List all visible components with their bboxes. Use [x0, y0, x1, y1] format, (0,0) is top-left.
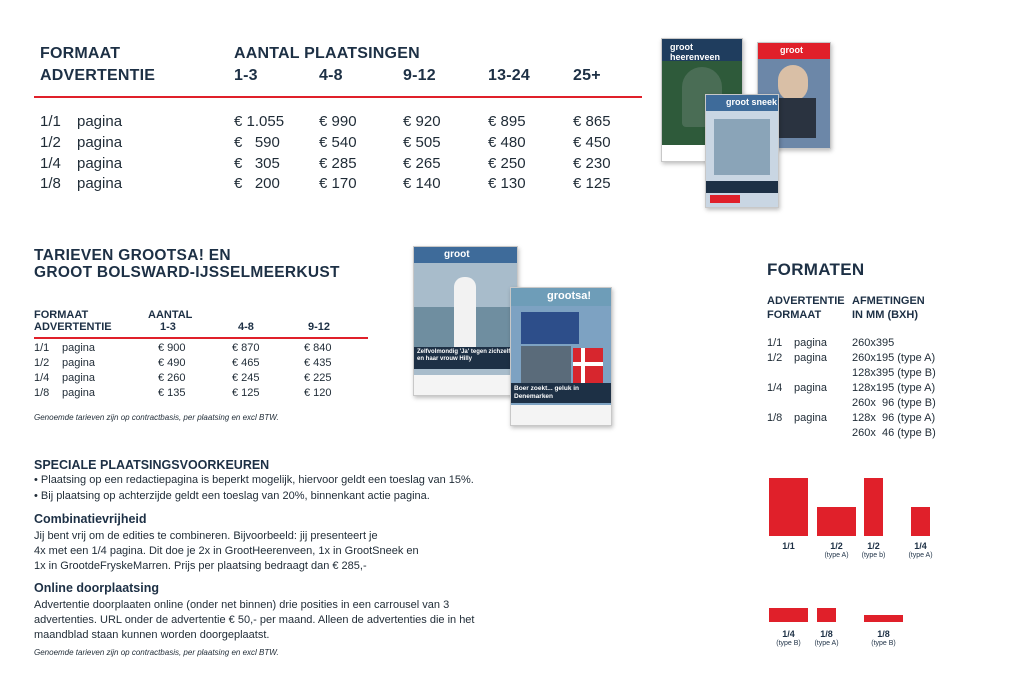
size-label: 1/4 (type B)	[776, 629, 801, 647]
size-label: 1/4 (type A)	[908, 541, 933, 559]
speciale-title: SPECIALE PLAATSINGSVOORKEUREN	[34, 458, 270, 472]
t2-row-size: 1/2	[34, 357, 50, 369]
fmt-size: 1/4	[767, 382, 783, 394]
t2-row-size: 1/1	[34, 342, 50, 354]
t2-price-cell: € 840	[304, 342, 332, 354]
speciale-line: • Bij plaatsing op achterzijde geldt een toeslag van 20%, binnenkant actie pagina.	[34, 490, 430, 502]
price-cell: € 200	[234, 175, 280, 192]
formaten-header-left: ADVERTENTIE	[767, 295, 845, 307]
price-cell: € 590	[234, 134, 280, 151]
t2-price-cell: € 435	[304, 357, 332, 369]
price-cell: € 130	[488, 175, 526, 192]
fmt-dims: 260x395	[852, 337, 895, 349]
speciale-line: • Plaatsing op een redactiepagina is beperkt mogelijk, hiervoor geldt een toeslag van 15%.	[34, 474, 474, 486]
combinatie-line: Jij bent vrij om de edities te combineren. Bijvoorbeeld: jij presenteert je	[34, 530, 378, 542]
price-cell: € 505	[403, 134, 441, 151]
t2-header-advertentie: ADVERTENTIE	[34, 321, 112, 333]
row-size: 1/1	[40, 113, 61, 130]
col-header: 1-3	[234, 67, 258, 84]
t2-header-aantal: AANTAL	[148, 309, 193, 321]
size-block-1-4-type-b	[769, 608, 808, 622]
t2-row-unit: pagina	[62, 342, 96, 354]
t2-row-unit: pagina	[62, 357, 96, 369]
row-unit: pagina	[77, 175, 123, 192]
col-header: 25+	[573, 67, 601, 84]
price-cell: € 230	[573, 155, 611, 172]
t2-row-size: 1/4	[34, 372, 50, 384]
t2-divider	[34, 337, 368, 339]
t2-header-formaat: FORMAAT	[34, 309, 89, 321]
size-block-1-8-type-a	[817, 608, 836, 622]
price-cell: € 170	[319, 175, 357, 192]
t2-note: Genoemde tarieven zijn op contractbasis, per plaatsing en excl BTW.	[34, 413, 279, 422]
formaten-header-right: AFMETINGEN	[852, 295, 925, 307]
fmt-unit: pagina	[794, 412, 828, 424]
price-cell: € 540	[319, 134, 357, 151]
online-title: Online doorplaatsing	[34, 581, 160, 595]
fmt-dims: 260x 46 (type B)	[852, 427, 936, 439]
fmt-size: 1/1	[767, 337, 783, 349]
price-cell: € 865	[573, 113, 611, 130]
row-unit: pagina	[77, 134, 123, 151]
section-title-line2: GROOT BOLSWARD-IJSSELMEERKUST	[34, 264, 340, 281]
t2-row-size: 1/8	[34, 387, 50, 399]
fmt-dims: 260x 96 (type B)	[852, 397, 936, 409]
price-cell: € 1.055	[234, 113, 285, 130]
t2-col-header: 1-3	[160, 321, 176, 333]
col-header: 9-12	[403, 67, 436, 84]
size-label: 1/8 (type B)	[871, 629, 896, 647]
size-label: 1/2 (type A)	[824, 541, 849, 559]
section-title-line1: TARIEVEN GROOTSA! EN	[34, 247, 231, 264]
t2-price-cell: € 465	[232, 357, 260, 369]
t2-row-unit: pagina	[62, 372, 96, 384]
combinatie-title: Combinatievrijheid	[34, 512, 147, 526]
t2-price-cell: € 900	[158, 342, 186, 354]
size-label: 1/2 (type b)	[861, 541, 886, 559]
price-cell: € 265	[403, 155, 441, 172]
header-aantal-plaatsingen: AANTAL PLAATSINGEN	[234, 45, 420, 62]
header-formaat: FORMAAT	[40, 45, 121, 62]
online-note: Genoemde tarieven zijn op contractbasis, per plaatsing en excl BTW.	[34, 648, 279, 657]
size-block-1-2-type-a	[817, 507, 856, 536]
price-cell: € 450	[573, 134, 611, 151]
price-cell: € 305	[234, 155, 280, 172]
combinatie-line: 1x in GrootdeFryskeMarren. Prijs per plaatsing bedraagt dan € 285,-	[34, 560, 367, 572]
cover-grootsa: grootsa! Boer zoekt... geluk in Denemarken	[510, 287, 612, 426]
t2-price-cell: € 225	[304, 372, 332, 384]
size-block-1-8-type-b	[864, 615, 903, 622]
t2-row-unit: pagina	[62, 387, 96, 399]
row-size: 1/2	[40, 134, 61, 151]
t2-price-cell: € 490	[158, 357, 186, 369]
header-divider	[34, 96, 642, 98]
fmt-unit: pagina	[794, 352, 828, 364]
t2-col-header: 9-12	[308, 321, 331, 333]
t2-price-cell: € 120	[304, 387, 332, 399]
online-line: maandblad staan kunnen worden doorgeplaatst.	[34, 629, 270, 641]
price-cell: € 140	[403, 175, 441, 192]
size-block-1-4-type-a	[911, 507, 930, 536]
formaten-header-left: FORMAAT	[767, 309, 822, 321]
fmt-dims: 128x195 (type A)	[852, 382, 936, 394]
combinatie-line: 4x met een 1/4 pagina. Dit doe je 2x in GrootHeerenveen, 1x in GrootSneek en	[34, 545, 419, 557]
fmt-dims: 128x395 (type B)	[852, 367, 936, 379]
cover-groot: groot	[757, 42, 831, 149]
fmt-dims: 260x195 (type A)	[852, 352, 936, 364]
size-block-1-1	[769, 478, 808, 536]
price-cell: € 285	[319, 155, 357, 172]
header-advertentie: ADVERTENTIE	[40, 67, 156, 84]
size-label: 1/8 (type A)	[814, 629, 839, 647]
formaten-title: FORMATEN	[767, 260, 865, 279]
fmt-size: 1/8	[767, 412, 783, 424]
t2-price-cell: € 870	[232, 342, 260, 354]
row-size: 1/4	[40, 155, 61, 172]
cover-heerenveen: groot heerenveen	[661, 38, 743, 162]
col-header: 13-24	[488, 67, 530, 84]
fmt-size: 1/2	[767, 352, 783, 364]
t2-price-cell: € 125	[232, 387, 260, 399]
row-size: 1/8	[40, 175, 61, 192]
row-unit: pagina	[77, 113, 123, 130]
price-cell: € 920	[403, 113, 441, 130]
size-block-1-2-type-b	[864, 478, 883, 536]
t2-col-header: 4-8	[238, 321, 254, 333]
t2-price-cell: € 260	[158, 372, 186, 384]
col-header: 4-8	[319, 67, 343, 84]
online-line: Advertentie doorplaaten online (onder net binnen) drie posities in een carrousel van 3	[34, 599, 450, 611]
fmt-dims: 128x 96 (type A)	[852, 412, 936, 424]
price-cell: € 895	[488, 113, 526, 130]
formaten-header-right: IN MM (BXH)	[852, 309, 918, 321]
cover-sneek: groot sneek	[705, 94, 779, 208]
size-label: 1/1	[782, 541, 795, 551]
price-cell: € 480	[488, 134, 526, 151]
cover-groot-bolsward: groot Zelfvolmondig 'Ja' tegen zichzelf en haar vrouw Hilly	[413, 246, 518, 396]
fmt-unit: pagina	[794, 337, 828, 349]
price-cell: € 990	[319, 113, 357, 130]
row-unit: pagina	[77, 155, 123, 172]
online-line: advertenties. URL onder de advertentie € 50,- per maand. Alleen de advertenties die in het	[34, 614, 475, 626]
price-cell: € 125	[573, 175, 611, 192]
t2-price-cell: € 135	[158, 387, 186, 399]
price-cell: € 250	[488, 155, 526, 172]
fmt-unit: pagina	[794, 382, 828, 394]
t2-price-cell: € 245	[232, 372, 260, 384]
